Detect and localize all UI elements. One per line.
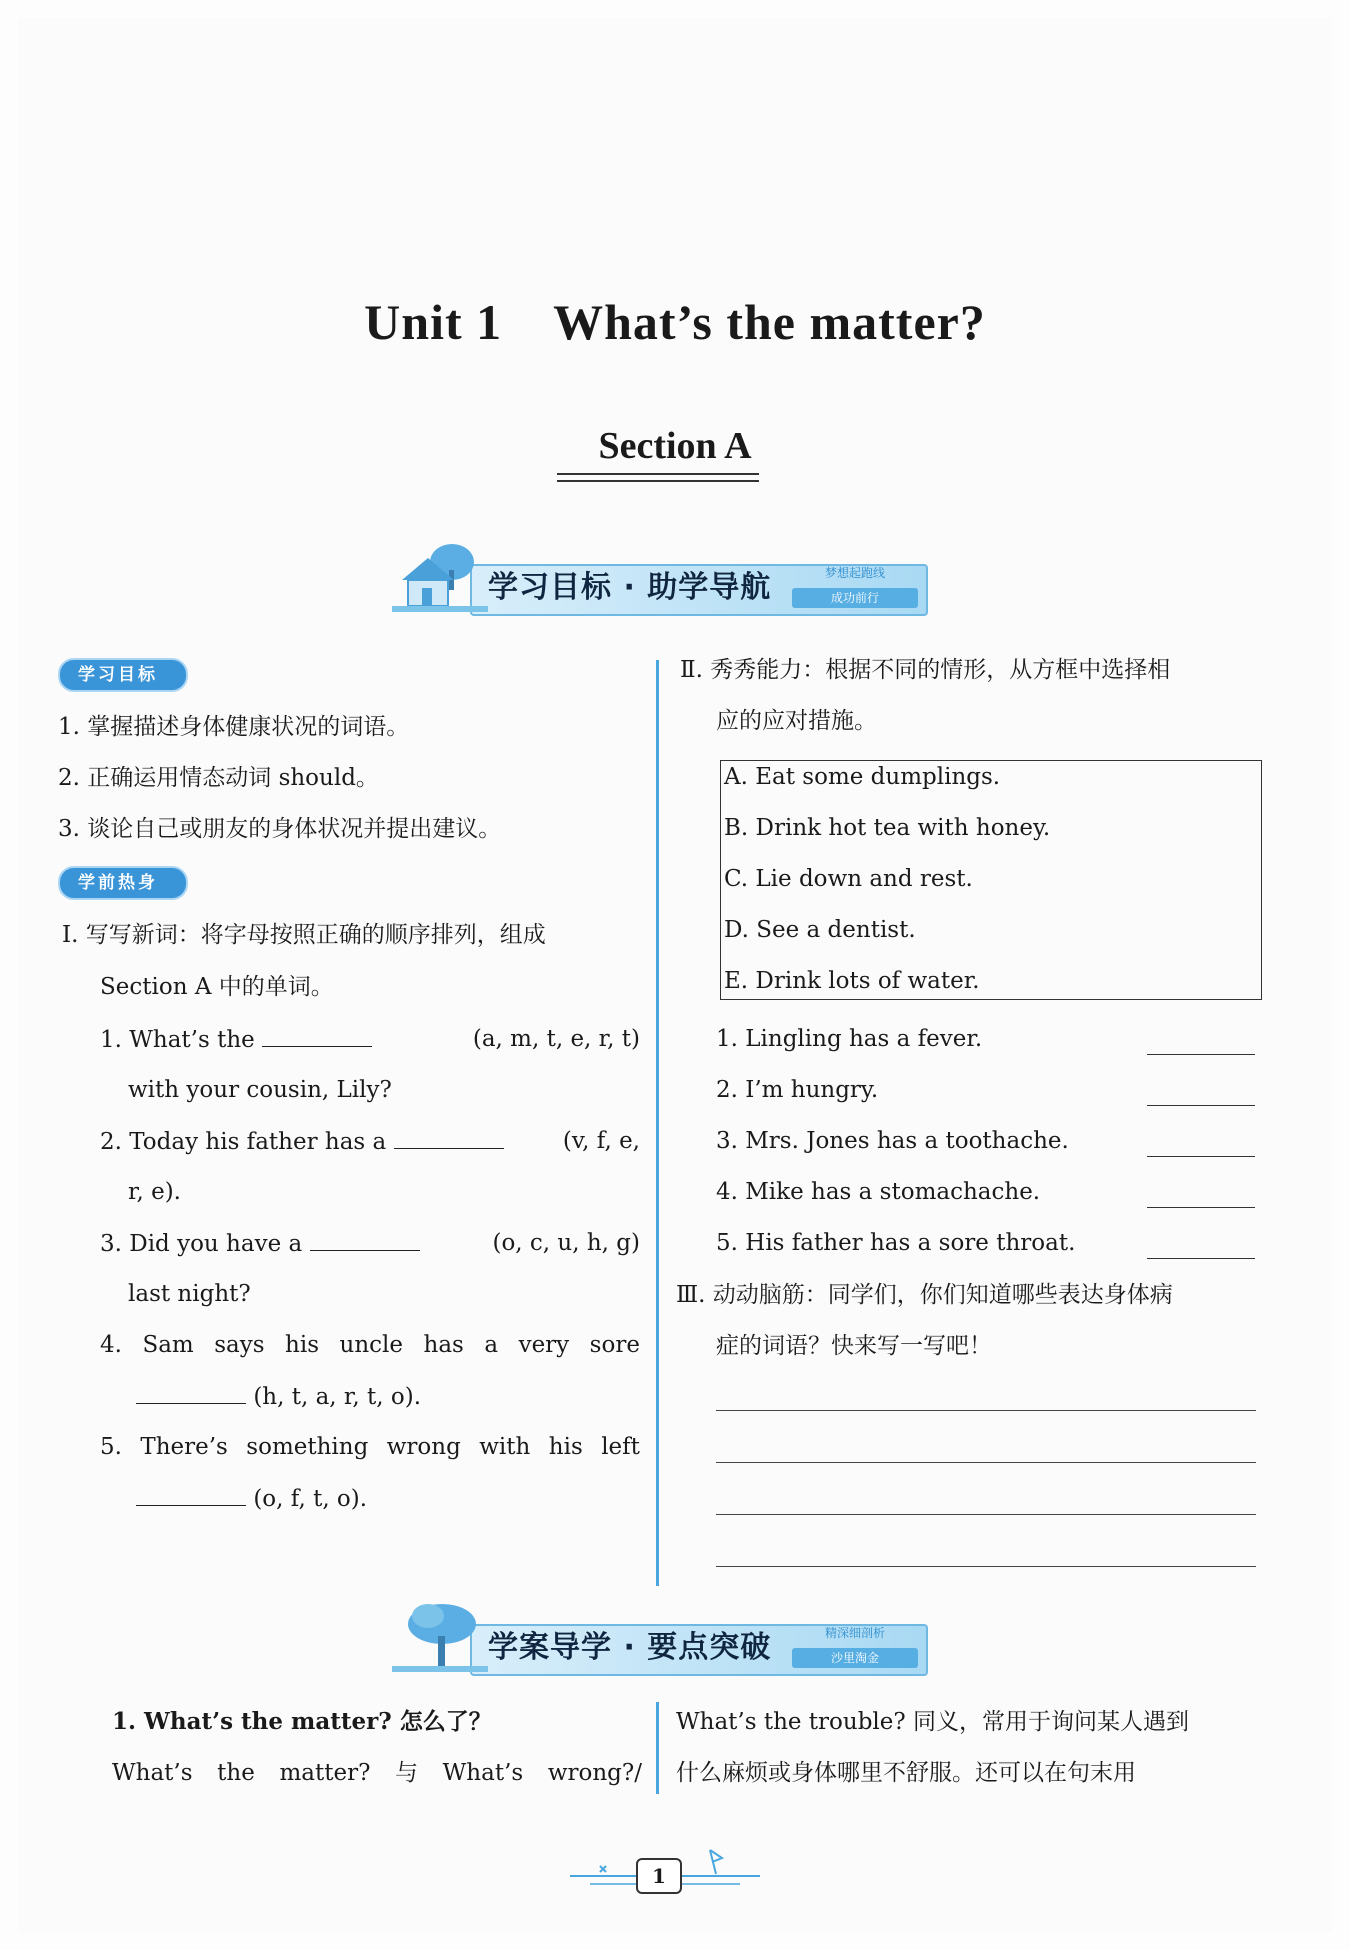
part1-title: Ⅰ. 写写新词：将字母按照正确的顺序排列，组成 [62, 922, 546, 948]
q5-word: There’s [140, 1434, 228, 1460]
banner-learning-goals [392, 540, 924, 618]
q3-continued: last night? [128, 1281, 251, 1307]
keypoint-text [112, 1758, 642, 1788]
question-4 [100, 1330, 640, 1360]
situation-item: 5. His father has a sore throat. [716, 1230, 1076, 1256]
part1-title: Section A 中的单词。 [100, 974, 334, 1000]
answer-blank[interactable] [1147, 1054, 1255, 1055]
situation-item: 4. Mike has a stomachache. [716, 1179, 1041, 1205]
q5-word: wrong [386, 1434, 461, 1460]
writing-line[interactable] [716, 1566, 1256, 1567]
choice-item: A. Eat some dumplings. [724, 764, 1001, 790]
answer-blank[interactable] [136, 1483, 246, 1506]
writing-line[interactable] [716, 1462, 1256, 1463]
unit-title: Unit 1 What’s the matter? [364, 294, 986, 350]
page-number: 1 [636, 1858, 682, 1894]
part3-title: 症的词语？快来写一写吧！ [716, 1333, 992, 1359]
banner-title: 学案导学 · 要点突破 [488, 1630, 772, 1665]
situation-item: 1. Lingling has a fever. [716, 1026, 983, 1052]
tree-icon [392, 1600, 488, 1674]
part3-title: Ⅲ. 动动脑筋：同学们，你们知道哪些表达身体病 [676, 1282, 1173, 1308]
q4-word: has [423, 1332, 464, 1358]
answer-blank[interactable] [1147, 1258, 1255, 1259]
banner-title: 学习目标 · 助学导航 [488, 570, 772, 605]
banner-tag: 成功前行 [792, 588, 918, 608]
situation-item: 2. I’m hungry. [716, 1077, 879, 1103]
q5-word: left [601, 1434, 640, 1460]
answer-blank[interactable] [1147, 1156, 1255, 1157]
question-1 [100, 1024, 640, 1055]
column-divider [656, 1702, 659, 1794]
q5-continued [136, 1483, 367, 1514]
q5-word: with [479, 1434, 531, 1460]
writing-line[interactable] [716, 1410, 1256, 1411]
choice-item: E. Drink lots of water. [724, 968, 980, 994]
q1-text: 1. What’s the [100, 1027, 255, 1053]
choice-item: D. See a dentist. [724, 917, 916, 943]
q4-word: 4. [100, 1332, 122, 1358]
choice-item: C. Lie down and rest. [724, 866, 973, 892]
banner-key-points [392, 1600, 924, 1678]
keypoint-word: the [217, 1760, 255, 1786]
answer-blank[interactable] [310, 1228, 420, 1251]
goal-item: 3. 谈论自己或朋友的身体状况并提出建议。 [58, 816, 502, 842]
q2-letters: (v, f, e, [562, 1128, 640, 1154]
banner-tag: 梦想起跑线 [824, 566, 885, 580]
part2-title: Ⅱ. 秀秀能力：根据不同的情形，从方框中选择相 [680, 657, 1171, 683]
banner-tag: 精深细剖析 [824, 1626, 885, 1640]
goal-item: 2. 正确运用情态动词 should。 [58, 765, 379, 791]
q1-letters: (a, m, t, e, r, t) [472, 1026, 640, 1052]
answer-blank[interactable] [262, 1024, 372, 1047]
q3-letters: (o, c, u, h, g) [492, 1230, 640, 1256]
keypoint-word: What’s [442, 1760, 524, 1786]
q4-word: sore [589, 1332, 640, 1358]
q3-text: 3. Did you have a [100, 1231, 303, 1257]
answer-blank[interactable] [1147, 1105, 1255, 1106]
q4-word: a [484, 1332, 499, 1358]
answer-blank[interactable] [394, 1126, 504, 1149]
q4-continued [136, 1381, 421, 1412]
pill-learning-goals: 学习目标 [58, 658, 188, 692]
section-title: Section A [598, 425, 752, 467]
q4-word: Sam [142, 1332, 194, 1358]
choice-item: B. Drink hot tea with honey. [724, 815, 1051, 841]
keypoint-word: 与 [395, 1760, 419, 1786]
keypoint-word: wrong?/ [547, 1760, 642, 1786]
column-divider [656, 660, 659, 1586]
q2-continued: r, e). [128, 1179, 181, 1205]
q4-word: very [518, 1332, 570, 1358]
q5-word: his [548, 1434, 583, 1460]
q5-word: something [246, 1434, 369, 1460]
q5-letters: (o, f, t, o). [253, 1486, 368, 1512]
q4-word: uncle [339, 1332, 404, 1358]
q4-letters: (h, t, a, r, t, o). [253, 1384, 422, 1410]
q4-word: his [285, 1332, 320, 1358]
answer-blank[interactable] [136, 1381, 246, 1404]
keypoint-text: 什么麻烦或身体哪里不舒服。还可以在句末用 [676, 1760, 1136, 1786]
q1-continued: with your cousin, Lily? [128, 1077, 392, 1103]
keypoint-heading: 1. What’s the matter? 怎么了？ [112, 1708, 492, 1735]
house-icon [392, 540, 488, 614]
keypoint-word: What’s [112, 1760, 193, 1786]
keypoint-word: matter? [279, 1760, 371, 1786]
banner-tag: 沙里淘金 [792, 1648, 918, 1668]
question-5 [100, 1432, 640, 1462]
goal-item: 1. 掌握描述身体健康状况的词语。 [58, 714, 410, 740]
question-2 [100, 1126, 640, 1157]
writing-line[interactable] [716, 1514, 1256, 1515]
keypoint-text: What’s the trouble? 同义，常用于询问某人遇到 [676, 1709, 1190, 1735]
q5-word: 5. [100, 1434, 122, 1460]
q2-text: 2. Today his father has a [100, 1129, 387, 1155]
question-3 [100, 1228, 640, 1259]
part2-title: 应的应对措施。 [716, 708, 877, 734]
pill-warmup: 学前热身 [58, 866, 188, 900]
situation-item: 3. Mrs. Jones has a toothache. [716, 1128, 1069, 1154]
q4-word: says [214, 1332, 265, 1358]
section-underline [557, 473, 759, 482]
answer-blank[interactable] [1147, 1207, 1255, 1208]
